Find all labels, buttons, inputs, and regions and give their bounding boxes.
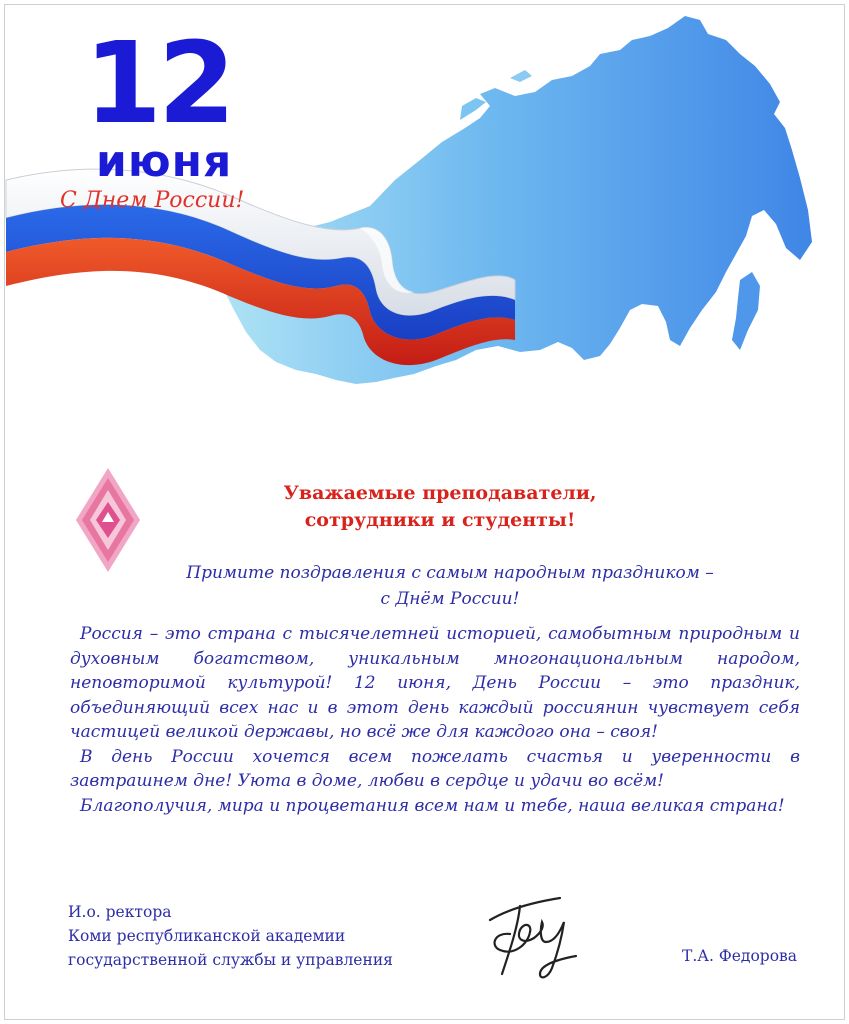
body-paragraph-2: В день России хочется всем пожелать счастья и уверенности в завтрашнем дне! Уюта в доме, любви в сердце и удачи во всём!: [70, 746, 800, 791]
date-day: 12: [84, 19, 232, 149]
handwritten-signature-icon: [480, 886, 590, 986]
greeting-title-line1: Уважаемые преподаватели,: [283, 482, 597, 504]
date-month: июня: [96, 136, 233, 187]
greeting-intro-line2: с Днём России!: [380, 589, 520, 609]
signer-position-line1: И.о. ректора: [68, 903, 172, 921]
signer-position-line3: государственной службы и управления: [68, 951, 393, 969]
body-paragraph-1: Россия – это страна с тысячелетней историей, самобытным природным и духовным богатством, уникальным многонациональным народом, неповторимой культурой! 12 июня, День России – это праздник, объединяющий всех нас и в этот день каждый россиянин чувствует себя частицей великой державы, но всё же для каждого она – своя!: [70, 624, 800, 742]
holiday-greeting-script: С Днем России!: [60, 188, 245, 213]
greeting-intro: [120, 560, 780, 612]
signer-name: Т.А. Федорова: [682, 947, 797, 965]
signer-position-line2: Коми республиканской академии: [68, 927, 346, 945]
greeting-title-line2: сотрудники и студенты!: [304, 509, 576, 531]
greeting-title: [170, 480, 710, 534]
flag-ribbon-icon: [0, 136, 520, 400]
body-paragraph-3: Благополучия, мира и процветания всем нам и тебе, наша великая страна!: [80, 795, 785, 816]
signer-position: [68, 900, 393, 972]
letter-body: [70, 622, 800, 818]
academy-emblem-icon: [76, 468, 140, 572]
greeting-intro-line1: Примите поздравления с самым народным праздником –: [186, 563, 714, 583]
